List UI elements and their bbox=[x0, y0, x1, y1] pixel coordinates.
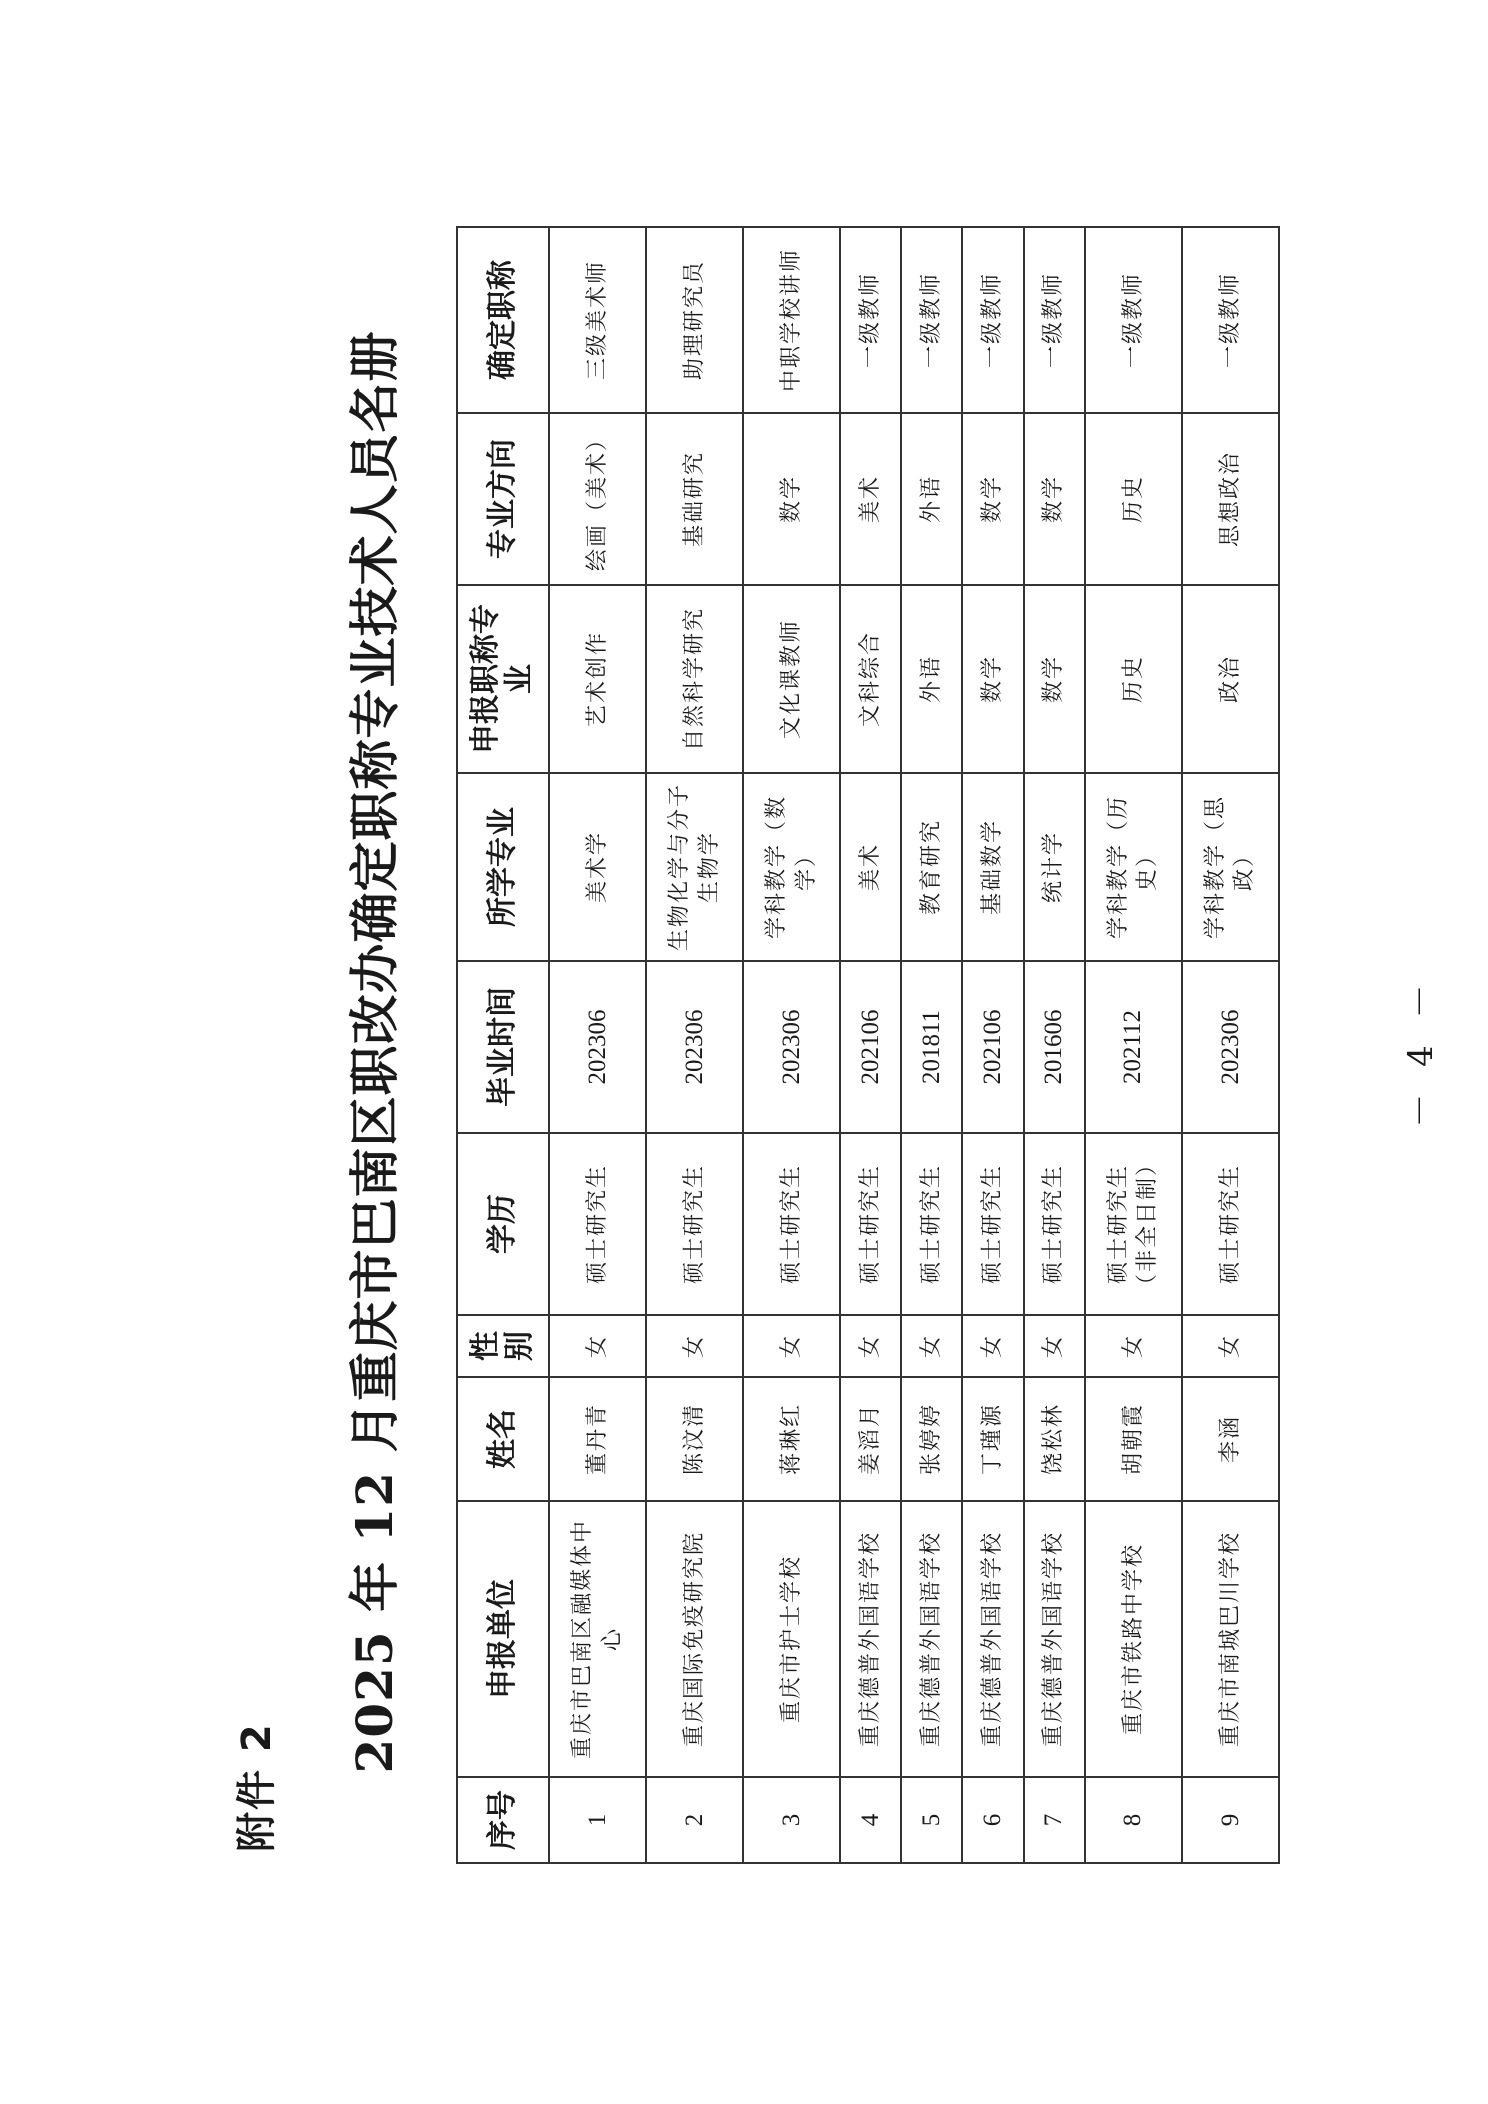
cell-no: 2 bbox=[646, 1777, 743, 1863]
cell-gender: 女 bbox=[962, 1315, 1023, 1377]
table-row bbox=[1085, 227, 1182, 1863]
cell-name: 蒋琳红 bbox=[743, 1377, 840, 1501]
cell-title: 一级教师 bbox=[1024, 227, 1085, 413]
cell-name: 饶松林 bbox=[1024, 1377, 1085, 1501]
table-row bbox=[962, 227, 1023, 1863]
cell-direction: 历史 bbox=[1085, 413, 1182, 585]
cell-major: 学科教学（历史） bbox=[1085, 773, 1182, 961]
header-title: 确定职称 bbox=[457, 227, 549, 413]
cell-apply-major: 文科综合 bbox=[840, 585, 901, 773]
cell-title: 三级美术师 bbox=[549, 227, 646, 413]
cell-unit: 重庆德普外国语学校 bbox=[901, 1501, 962, 1777]
cell-title: 一级教师 bbox=[962, 227, 1023, 413]
cell-gender: 女 bbox=[1085, 1315, 1182, 1377]
cell-major: 学科教学（思政） bbox=[1182, 773, 1279, 961]
header-name: 姓名 bbox=[457, 1377, 549, 1501]
cell-direction: 思想政治 bbox=[1182, 413, 1279, 585]
cell-title: 中职学校讲师 bbox=[743, 227, 840, 413]
cell-apply-major: 数学 bbox=[962, 585, 1023, 773]
cell-grad-time: 202306 bbox=[1182, 961, 1279, 1133]
header-grad-time: 毕业时间 bbox=[457, 961, 549, 1133]
cell-gender: 女 bbox=[1024, 1315, 1085, 1377]
cell-grad-time: 201811 bbox=[901, 961, 962, 1133]
cell-name: 李涵 bbox=[1182, 1377, 1279, 1501]
table-row bbox=[646, 227, 743, 1863]
cell-grad-time: 202306 bbox=[743, 961, 840, 1133]
cell-title: 一级教师 bbox=[840, 227, 901, 413]
cell-major: 教育研究 bbox=[901, 773, 962, 961]
header-gender: 性别 bbox=[457, 1315, 549, 1377]
cell-education: 硕士研究生（非全日制） bbox=[1085, 1133, 1182, 1315]
cell-name: 姜滔月 bbox=[840, 1377, 901, 1501]
cell-grad-time: 202306 bbox=[549, 961, 646, 1133]
cell-education: 硕士研究生 bbox=[1024, 1133, 1085, 1315]
header-major: 所学专业 bbox=[457, 773, 549, 961]
cell-grad-time: 202106 bbox=[962, 961, 1023, 1133]
cell-apply-major: 自然科学研究 bbox=[646, 585, 743, 773]
cell-name: 丁瑾源 bbox=[962, 1377, 1023, 1501]
cell-education: 硕士研究生 bbox=[962, 1133, 1023, 1315]
cell-direction: 美术 bbox=[840, 413, 901, 585]
cell-apply-major: 政治 bbox=[1182, 585, 1279, 773]
cell-no: 9 bbox=[1182, 1777, 1279, 1863]
cell-title: 一级教师 bbox=[901, 227, 962, 413]
cell-apply-major: 历史 bbox=[1085, 585, 1182, 773]
cell-gender: 女 bbox=[549, 1315, 646, 1377]
cell-no: 4 bbox=[840, 1777, 901, 1863]
cell-name: 张婷婷 bbox=[901, 1377, 962, 1501]
cell-grad-time: 202112 bbox=[1085, 961, 1182, 1133]
cell-apply-major: 数学 bbox=[1024, 585, 1085, 773]
cell-major: 美术 bbox=[840, 773, 901, 961]
cell-education: 硕士研究生 bbox=[840, 1133, 901, 1315]
header-unit: 申报单位 bbox=[457, 1501, 549, 1777]
cell-major: 学科教学（数学） bbox=[743, 773, 840, 961]
header-apply-major: 申报职称专业 bbox=[457, 585, 549, 773]
cell-unit: 重庆市铁路中学校 bbox=[1085, 1501, 1182, 1777]
cell-no: 1 bbox=[549, 1777, 646, 1863]
cell-direction: 基础研究 bbox=[646, 413, 743, 585]
cell-no: 8 bbox=[1085, 1777, 1182, 1863]
header-direction: 专业方向 bbox=[457, 413, 549, 585]
cell-grad-time: 202106 bbox=[840, 961, 901, 1133]
cell-unit: 重庆市南城巴川学校 bbox=[1182, 1501, 1279, 1777]
cell-direction: 数学 bbox=[1024, 413, 1085, 585]
cell-gender: 女 bbox=[901, 1315, 962, 1377]
cell-unit: 重庆市巴南区融媒体中心 bbox=[549, 1501, 646, 1777]
cell-name: 胡朝霞 bbox=[1085, 1377, 1182, 1501]
cell-direction: 绘画（美术） bbox=[549, 413, 646, 585]
attachment-label: 附件 2 bbox=[234, 1722, 280, 1852]
table-row bbox=[549, 227, 646, 1863]
cell-major: 基础数学 bbox=[962, 773, 1023, 961]
cell-no: 6 bbox=[962, 1777, 1023, 1863]
table-row bbox=[840, 227, 901, 1863]
cell-education: 硕士研究生 bbox=[743, 1133, 840, 1315]
table-header-row bbox=[457, 227, 549, 1863]
document-title: 2025 年 12 月重庆市巴南区职改办确定职称专业技术人员名册 bbox=[345, 330, 404, 1774]
cell-title: 一级教师 bbox=[1085, 227, 1182, 413]
cell-education: 硕士研究生 bbox=[646, 1133, 743, 1315]
cell-direction: 数学 bbox=[962, 413, 1023, 585]
cell-apply-major: 外语 bbox=[901, 585, 962, 773]
cell-no: 5 bbox=[901, 1777, 962, 1863]
table-row bbox=[743, 227, 840, 1863]
table-row bbox=[1182, 227, 1279, 1863]
cell-name: 陈汶清 bbox=[646, 1377, 743, 1501]
cell-no: 3 bbox=[743, 1777, 840, 1863]
header-education: 学历 bbox=[457, 1133, 549, 1315]
cell-grad-time: 201606 bbox=[1024, 961, 1085, 1133]
cell-unit: 重庆德普外国语学校 bbox=[962, 1501, 1023, 1777]
table-row bbox=[901, 227, 962, 1863]
cell-direction: 外语 bbox=[901, 413, 962, 585]
cell-unit: 重庆德普外国语学校 bbox=[1024, 1501, 1085, 1777]
cell-no: 7 bbox=[1024, 1777, 1085, 1863]
header-no: 序号 bbox=[457, 1777, 549, 1863]
cell-unit: 重庆国际免疫研究院 bbox=[646, 1501, 743, 1777]
cell-major: 统计学 bbox=[1024, 773, 1085, 961]
cell-apply-major: 艺术创作 bbox=[549, 585, 646, 773]
cell-direction: 数学 bbox=[743, 413, 840, 585]
cell-apply-major: 文化课教师 bbox=[743, 585, 840, 773]
cell-title: 助理研究员 bbox=[646, 227, 743, 413]
cell-gender: 女 bbox=[1182, 1315, 1279, 1377]
cell-major: 美术学 bbox=[549, 773, 646, 961]
cell-grad-time: 202306 bbox=[646, 961, 743, 1133]
cell-gender: 女 bbox=[743, 1315, 840, 1377]
cell-education: 硕士研究生 bbox=[1182, 1133, 1279, 1315]
table-row bbox=[1024, 227, 1085, 1863]
cell-unit: 重庆市护士学校 bbox=[743, 1501, 840, 1777]
cell-gender: 女 bbox=[646, 1315, 743, 1377]
cell-education: 硕士研究生 bbox=[549, 1133, 646, 1315]
cell-education: 硕士研究生 bbox=[901, 1133, 962, 1315]
cell-name: 董丹青 bbox=[549, 1377, 646, 1501]
cell-title: 一级教师 bbox=[1182, 227, 1279, 413]
cell-gender: 女 bbox=[840, 1315, 901, 1377]
cell-major: 生物化学与分子生物学 bbox=[646, 773, 743, 961]
cell-unit: 重庆德普外国语学校 bbox=[840, 1501, 901, 1777]
roster-table bbox=[456, 226, 1280, 1864]
page-number: － 4 － bbox=[1401, 976, 1441, 1128]
